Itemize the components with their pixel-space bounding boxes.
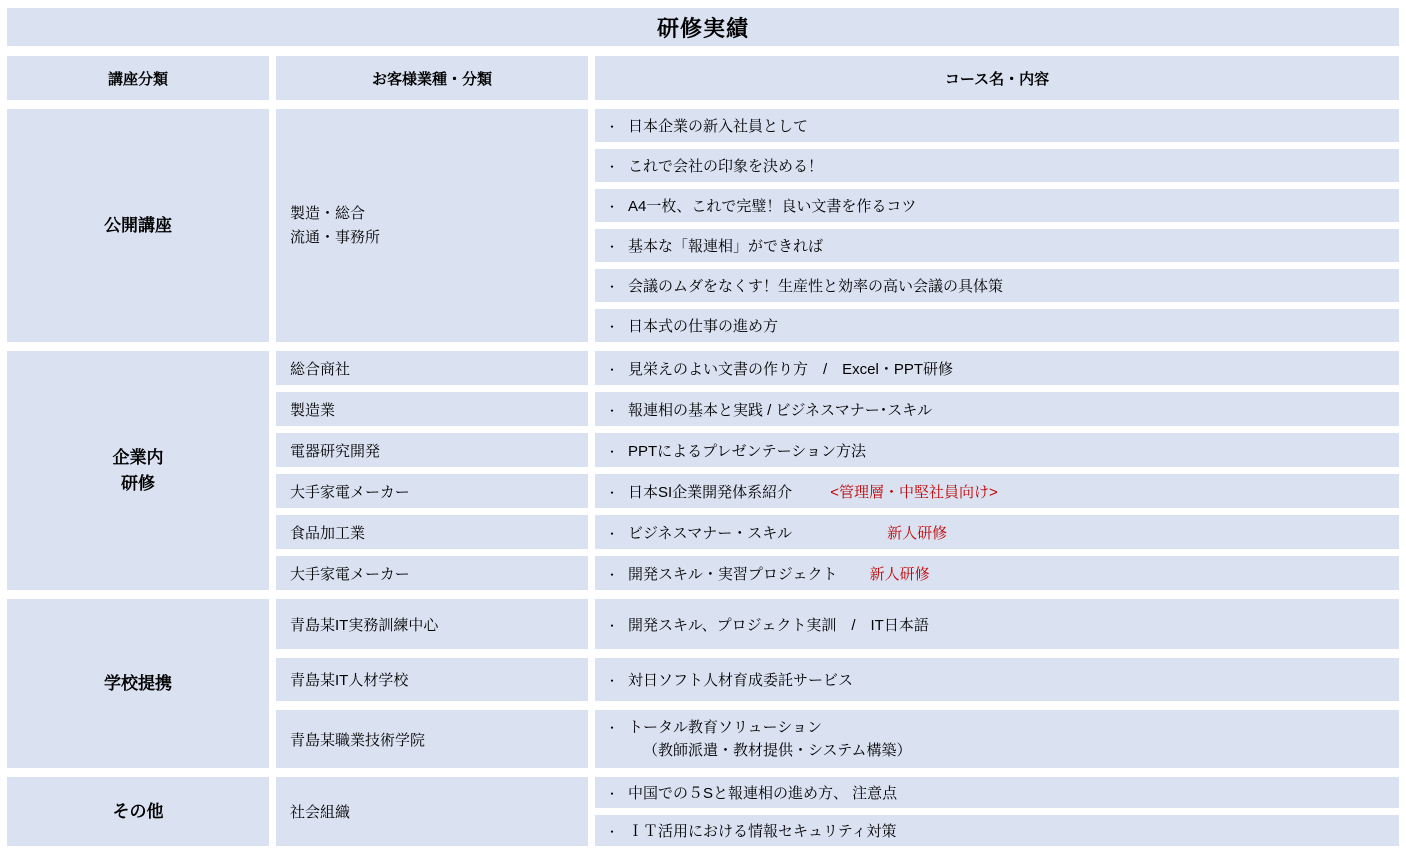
customer-cell: 大手家電メーカー: [276, 474, 588, 508]
customer-line: 流通・事務所: [290, 228, 381, 246]
bullet-icon: ・: [606, 674, 619, 688]
course-text: 中国での５Sと報連相の進め方、 注意点: [628, 785, 898, 802]
bullet-icon: ・: [606, 160, 619, 174]
course-text: トータル教育ソリューション: [628, 719, 822, 736]
category-cell: [7, 109, 269, 342]
course-row: [595, 474, 1399, 508]
bullet-icon: ・: [606, 444, 619, 459]
category-label: 公開講座: [104, 215, 172, 235]
bullet-icon: ・: [606, 721, 619, 735]
course-text: 日本SI企業開発体系紹介: [628, 483, 793, 501]
customer-cell: 社会組織: [276, 777, 588, 846]
bullet-icon: ・: [606, 485, 619, 500]
course-text: 開発スキル、プロジェクト実訓 / IT日本語: [628, 616, 929, 634]
course-row: [595, 599, 1399, 649]
course-row: [595, 269, 1399, 302]
course-row: [595, 556, 1399, 590]
course-text: 基本な「報連相」ができれば: [628, 238, 824, 255]
course-text: PPTによるプレゼンテーション方法: [628, 442, 866, 460]
course-text: 報連相の基本と実践 / ビジネスマナー･スキル: [628, 401, 933, 419]
course-row: [595, 392, 1399, 426]
section-public-courses: [7, 109, 1399, 342]
customer-cell: 青島某職業技術学院: [276, 710, 588, 768]
section-other: [7, 777, 1399, 846]
bullet-icon: ・: [606, 240, 619, 254]
course-text: A4一枚、これで完璧！良い文書を作るコツ: [628, 198, 917, 215]
category-cell: [7, 777, 269, 846]
course-note-red: 新人研修: [887, 524, 948, 542]
course-text: ＩＴ活用における情報セキュリティ対策: [628, 823, 897, 840]
course-text: ビジネスマナー・スキル: [628, 524, 793, 542]
course-row: [595, 109, 1399, 142]
course-row: [595, 149, 1399, 182]
header-customer: お客様業種・分類: [276, 56, 588, 100]
course-row: [595, 309, 1399, 342]
course-text: 開発スキル・実習プロジェクト: [628, 565, 838, 583]
course-row: [595, 777, 1399, 808]
customer-cell: 食品加工業: [276, 515, 588, 549]
course-note-red: 新人研修: [869, 565, 930, 583]
bullet-icon: ・: [606, 618, 619, 633]
customer-cell: 青島某IT実務訓練中心: [276, 599, 588, 649]
bullet-icon: ・: [606, 320, 619, 334]
header-course: コース名・内容: [595, 56, 1399, 100]
customer-cell: 製造業: [276, 392, 588, 426]
bullet-icon: ・: [606, 403, 619, 418]
bullet-icon: ・: [606, 362, 619, 377]
bullet-icon: ・: [606, 787, 619, 801]
customer-cell: 電器研究開発: [276, 433, 588, 467]
course-row: [595, 189, 1399, 222]
customer-line: 製造・総合: [290, 205, 366, 223]
section-in-company-training: [7, 351, 1399, 590]
bullet-icon: ・: [606, 567, 619, 582]
bullet-icon: ・: [606, 825, 619, 839]
course-text: 日本式の仕事の進め方: [628, 318, 779, 335]
course-text: 日本企業の新入社員として: [628, 118, 809, 135]
bullet-icon: ・: [606, 526, 619, 541]
category-label: 企業内: [112, 448, 164, 467]
course-note-red: <管理層・中堅社員向け>: [830, 483, 998, 501]
bullet-icon: ・: [606, 200, 619, 214]
course-text: 会議のムダをなくす！生産性と効率の高い会議の具体策: [628, 278, 1004, 295]
course-text: これで会社の印象を決める！: [628, 158, 824, 175]
bullet-icon: ・: [606, 120, 619, 134]
course-text: 対日ソフト人材育成委託サービス: [628, 672, 854, 689]
course-row: [595, 351, 1399, 385]
course-row: [595, 658, 1399, 701]
header-category: 講座分類: [7, 56, 269, 100]
category-label: 研修: [121, 473, 155, 493]
course-row: [595, 515, 1399, 549]
customer-cell: 総合商社: [276, 351, 588, 385]
table-header-row: [7, 56, 1399, 100]
course-text: 見栄えのよい文書の作り方 / Excel・PPT研修: [628, 360, 954, 378]
course-text-line2: （教師派遣・教材提供・システム構築）: [643, 741, 912, 759]
customer-cell: 大手家電メーカー: [276, 556, 588, 590]
course-row: [595, 433, 1399, 467]
course-row: [595, 815, 1399, 846]
page-title: 研修実績: [7, 8, 1399, 46]
course-row: [595, 229, 1399, 262]
category-cell: [7, 351, 269, 590]
customer-cell: [276, 109, 588, 342]
bullet-icon: ・: [606, 280, 619, 294]
course-row: [595, 710, 1399, 768]
section-school-partnership: [7, 599, 1399, 768]
category-label: 学校提携: [104, 673, 172, 693]
category-cell: [7, 599, 269, 768]
customer-cell: 青島某IT人材学校: [276, 658, 588, 701]
category-label: その他: [112, 801, 164, 821]
